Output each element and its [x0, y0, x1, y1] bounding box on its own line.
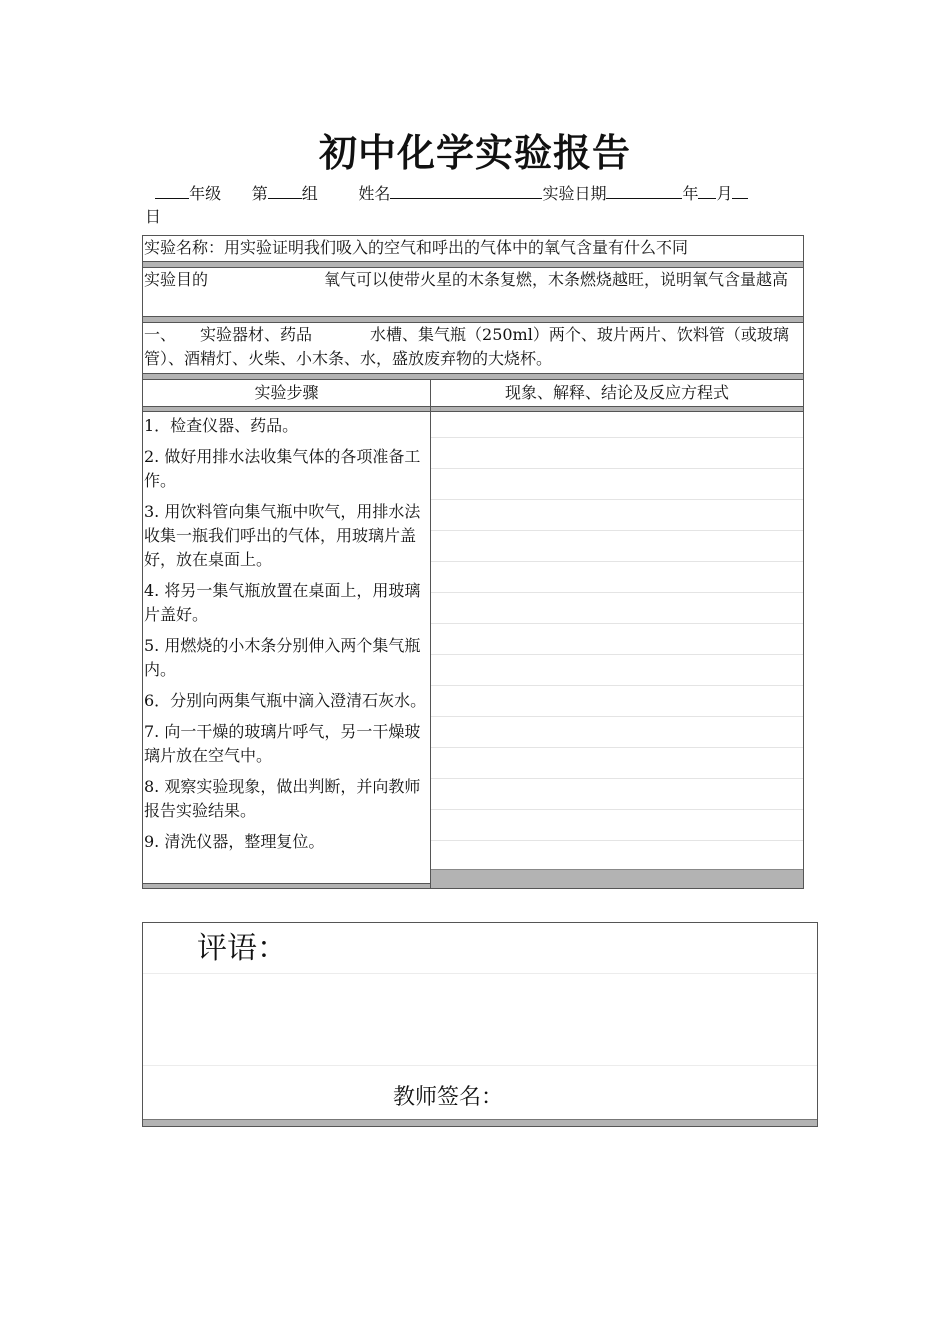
year-label: 年 — [682, 184, 699, 203]
report-table — [142, 235, 804, 889]
observations-writing-area[interactable] — [431, 411, 803, 888]
group-prefix: 第 — [251, 184, 268, 203]
steps-column — [143, 380, 431, 888]
experiment-purpose-row — [142, 267, 804, 317]
observations-header: 现象、解释、结论及反应方程式 — [431, 380, 803, 407]
group-suffix: 组 — [301, 184, 318, 203]
step-item: 9. 清洗仪器，整理复位。 — [144, 832, 325, 851]
steps-table — [142, 379, 804, 889]
teacher-signature-label: 教师签名： — [393, 1085, 504, 1110]
header-divider — [143, 407, 430, 412]
purpose-label: 实验目的 — [144, 270, 209, 289]
observations-column — [431, 380, 803, 888]
date-label: 实验日期 — [542, 184, 607, 203]
step-item: 1．检查仪器、药品。 — [144, 416, 299, 435]
steps-header: 实验步骤 — [143, 380, 430, 407]
experiment-name-row: 实验名称：用实验证明我们吸入的空气和呼出的气体中的氧气含量有什么不同 — [142, 235, 804, 262]
steps-bottom-band — [143, 883, 430, 888]
equipment-row — [142, 322, 804, 374]
step-item: 8. 观察实验现象，做出判断，并向教师报告实验结果。 — [144, 777, 421, 820]
day-label: 日 — [145, 207, 162, 226]
name-blank[interactable] — [390, 182, 542, 199]
grade-blank[interactable] — [155, 182, 189, 199]
page-title: 初中化学实验报告 — [318, 130, 631, 175]
day-blank[interactable] — [732, 182, 748, 199]
comment-bottom-band — [143, 1119, 817, 1126]
purpose-text: 氧气可以使带火星的木条复燃，木条燃烧越旺，说明氧气含量越高 — [324, 270, 789, 289]
step-item: 2. 做好用排水法收集气体的各项准备工作。 — [144, 447, 421, 490]
year-blank[interactable] — [606, 182, 682, 199]
group-blank[interactable] — [268, 182, 302, 199]
month-label: 月 — [716, 184, 733, 203]
equipment-label: 一、 实验器材、药品 — [144, 325, 313, 344]
grade-label: 年级 — [189, 184, 222, 203]
step-item: 5. 用燃烧的小木条分别伸入两个集气瓶内。 — [144, 636, 421, 679]
name-label: 姓名 — [358, 184, 391, 203]
comment-box[interactable] — [142, 922, 818, 1127]
observations-bottom-band — [431, 869, 803, 888]
month-blank[interactable] — [698, 182, 716, 199]
step-item: 3. 用饮料管向集气瓶中吹气，用排水法收集一瓶我们呼出的气体，用玻璃片盖好，放在桌面上。 — [144, 502, 421, 569]
student-info-line — [145, 182, 805, 228]
step-item: 7. 向一干燥的玻璃片呼气，另一干燥玻璃片放在空气中。 — [144, 722, 421, 765]
comment-label: 评语： — [197, 931, 287, 966]
equipment-text: 水槽、集气瓶（250ml）两个、玻片两片、饮料管（或玻璃管）、酒精灯、火柴、小木条、水，盛放废弃物的大烧杯。 — [144, 325, 789, 368]
step-item: 6．分别向两集气瓶中滴入澄清石灰水。 — [144, 691, 427, 710]
step-item: 4. 将另一集气瓶放置在桌面上，用玻璃片盖好。 — [144, 581, 421, 624]
